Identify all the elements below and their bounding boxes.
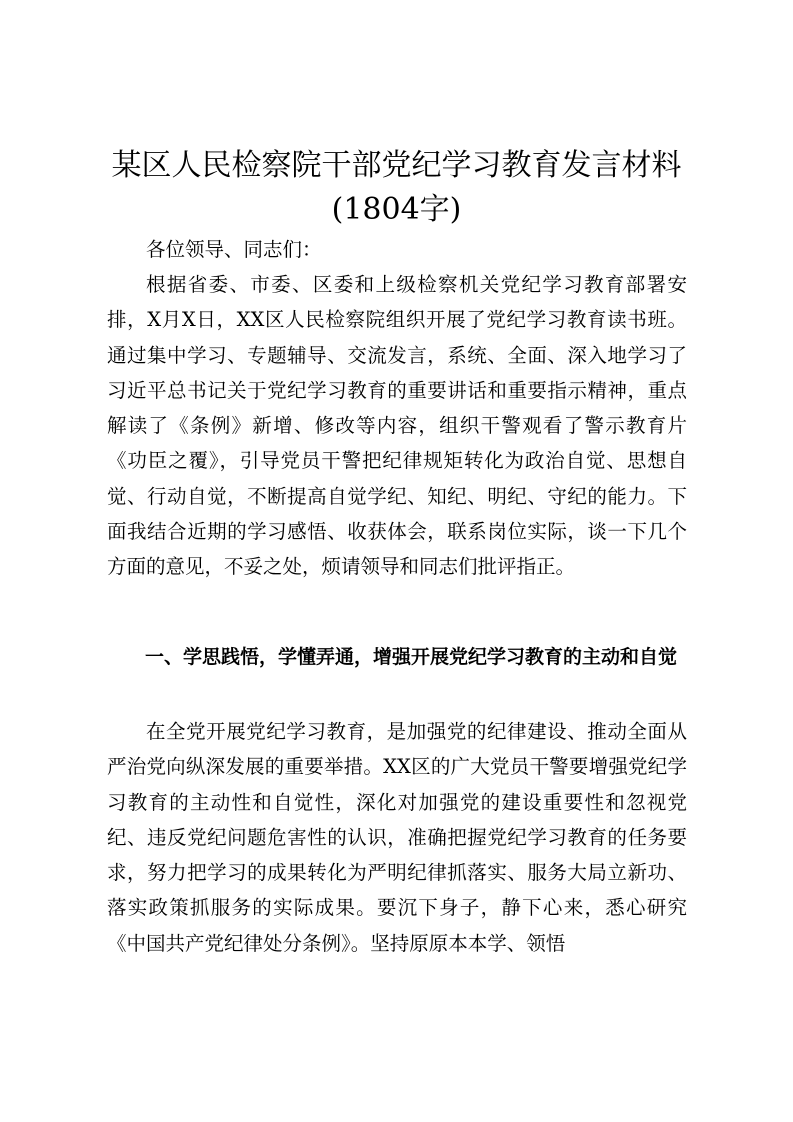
salutation: 各位领导、同志们： [146, 238, 322, 261]
document-title: 某区人民检察院干部党纪学习教育发言材料 [111, 148, 682, 183]
paragraph-intro: 根据省委、市委、区委和上级检察机关党纪学习教育部署安排，X月X日，XX区人民检察院组织开展了党纪学习教育读书班。通过集中学习、专题辅导、交流发言，系统、全面、深入地学习了习近平总书记关于党纪学习教育的重要讲话和重要指示精神，重点解读了《条例》新增、修改等内容，组织干警观看了警示教育片《功臣之覆》，引导党员干警把纪律规矩转化为政治自觉、思想自觉、行动自觉，不断提高自觉学纪、知纪、明纪、守纪的能力。下面我结合近期的学习感悟、收获体会，联系岗位实际，谈一下几个方面的意见，不妥之处，烦请领导和同志们批评指正。 [107, 273, 687, 579]
paragraph-section-1: 在全党开展党纪学习教育，是加强党的纪律建设、推动全面从严治党向纵深发展的重要举措。XX区的广大党员干警要增强党纪学习教育的主动性和自觉性，深化对加强党的建设重要性和忽视党纪、违反党纪问题危害性的认识，准确把握党纪学习教育的任务要求，努力把学习的成果转化为严明纪律抓落实、服务大局立新功、落实政策抓服务的实际成果。要沉下身子，静下心来，悉心研究《中国共产党纪律处分条例》。坚持原原本本学、领悟 [107, 720, 687, 955]
document-word-count: (1804字) [331, 192, 462, 227]
section-heading-1: 一、学思践悟，学懂弄通，增强开展党纪学习教育的主动和自觉 [145, 646, 678, 668]
